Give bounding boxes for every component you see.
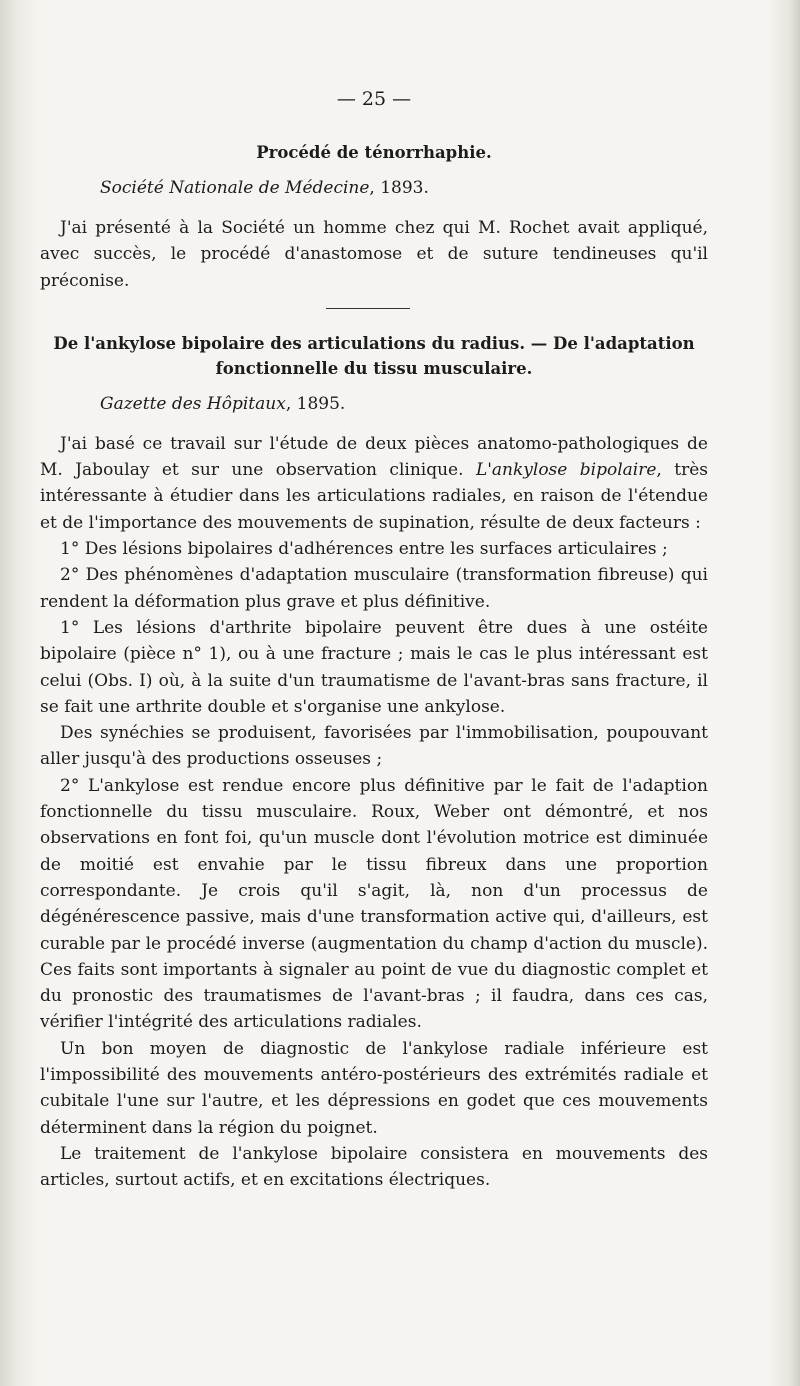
section-title-tenorrhaphie: Procédé de ténorrhaphie.	[256, 143, 492, 162]
paragraph: Un bon moyen de diagnostic de l'ankylose radiale inférieure est l'impossibilité des mouvements antéro-postérieurs des extrémités radiale et cubitale l'une sur l'autre, et les dépressions en godet que ces mouvements déterminent dans la région du poignet.	[40, 1038, 708, 1138]
source-year-2: , 1895.	[285, 393, 346, 414]
section-title-line: fonctionnelle du tissu musculaire.	[215, 358, 533, 378]
source-journal-2: Gazette des Hôpitaux	[100, 393, 286, 414]
paragraph: 1° Des lésions bipolaires d'adhérences entre les surfaces articulaires ;	[60, 539, 668, 560]
paragraph	[40, 431, 708, 536]
source-reference-1	[100, 175, 708, 201]
page-number: — 25 —	[336, 88, 412, 110]
paragraph: Le traitement de l'ankylose bipolaire consistera en mouvements des articles, surtout actifs, et en excitations électriques.	[40, 1143, 708, 1191]
paragraph-text: J'ai basé ce travail sur l'étude de deux pièces anatomo-pathologiques de M. Jaboulay et sur une observation clinique.	[40, 433, 708, 481]
paragraph-italic-text: L'ankylose bipolaire	[475, 460, 657, 481]
paragraph: 2° Des phénomènes d'adaptation musculaire (transformation fibreuse) qui rendent la déformation plus grave et plus définitive.	[40, 565, 708, 612]
section-divider	[326, 308, 410, 309]
section-title-line: De l'ankylose bipolaire des articulations du radius. — De l'adaptation	[53, 333, 695, 353]
page-content	[40, 88, 708, 1194]
section-title-ankylose	[40, 331, 708, 381]
paragraph: 1° Les lésions d'arthrite bipolaire peuvent être dues à une ostéite bipolaire (pièce n° 1), ou à une fracture ; mais le cas le plus intéressant est celui (Obs. I) où, à la suite d'un traumatisme de l'avant-bras sans fracture, il se fait une arthrite double et s'organise une ankylose.	[40, 617, 708, 717]
source-reference-2	[100, 391, 708, 417]
paragraph: Des synéchies se produisent, favorisées par l'immobilisation, poupouvant aller jusqu'à des productions osseuses ;	[40, 723, 708, 770]
paragraph-text: , très intéressante à étudier dans les articulations radiales, en raison de l'étendue et de l'importance des mouvements de supination, résulte de deux facteurs :	[40, 460, 708, 533]
source-year-1: , 1893.	[369, 178, 429, 198]
source-journal-1: Société Nationale de Médecine	[100, 178, 370, 198]
paragraph: 2° L'ankylose est rendue encore plus définitive par le fait de l'adaption fonctionnelle du tissu musculaire. Roux, Weber ont démontré, et nos observations en font foi, qu'un muscle dont l'évolution motrice est diminuée de moitié est envahie par le tissu fibreux dans une proportion correspondante. Je crois qu'il s'agit, là, non d'un processus de dégénérescence passive, mais d'une transformation active qui, d'ailleurs, est curable par le procédé inverse (augmentation du champ d'action du muscle). Ces faits sont importants à signaler au point de vue du diagnostic complet et du pronostic des traumatismes de l'avant-bras ; il faudra, dans ces cas, vérifier l'intégrité des articulations radiales.	[40, 775, 708, 1033]
paragraph: J'ai présenté à la Société un homme chez qui M. Rochet avait appliqué, avec succès, le procédé d'anastomose et de suture tendineuses qu'il préconise.	[40, 218, 708, 291]
